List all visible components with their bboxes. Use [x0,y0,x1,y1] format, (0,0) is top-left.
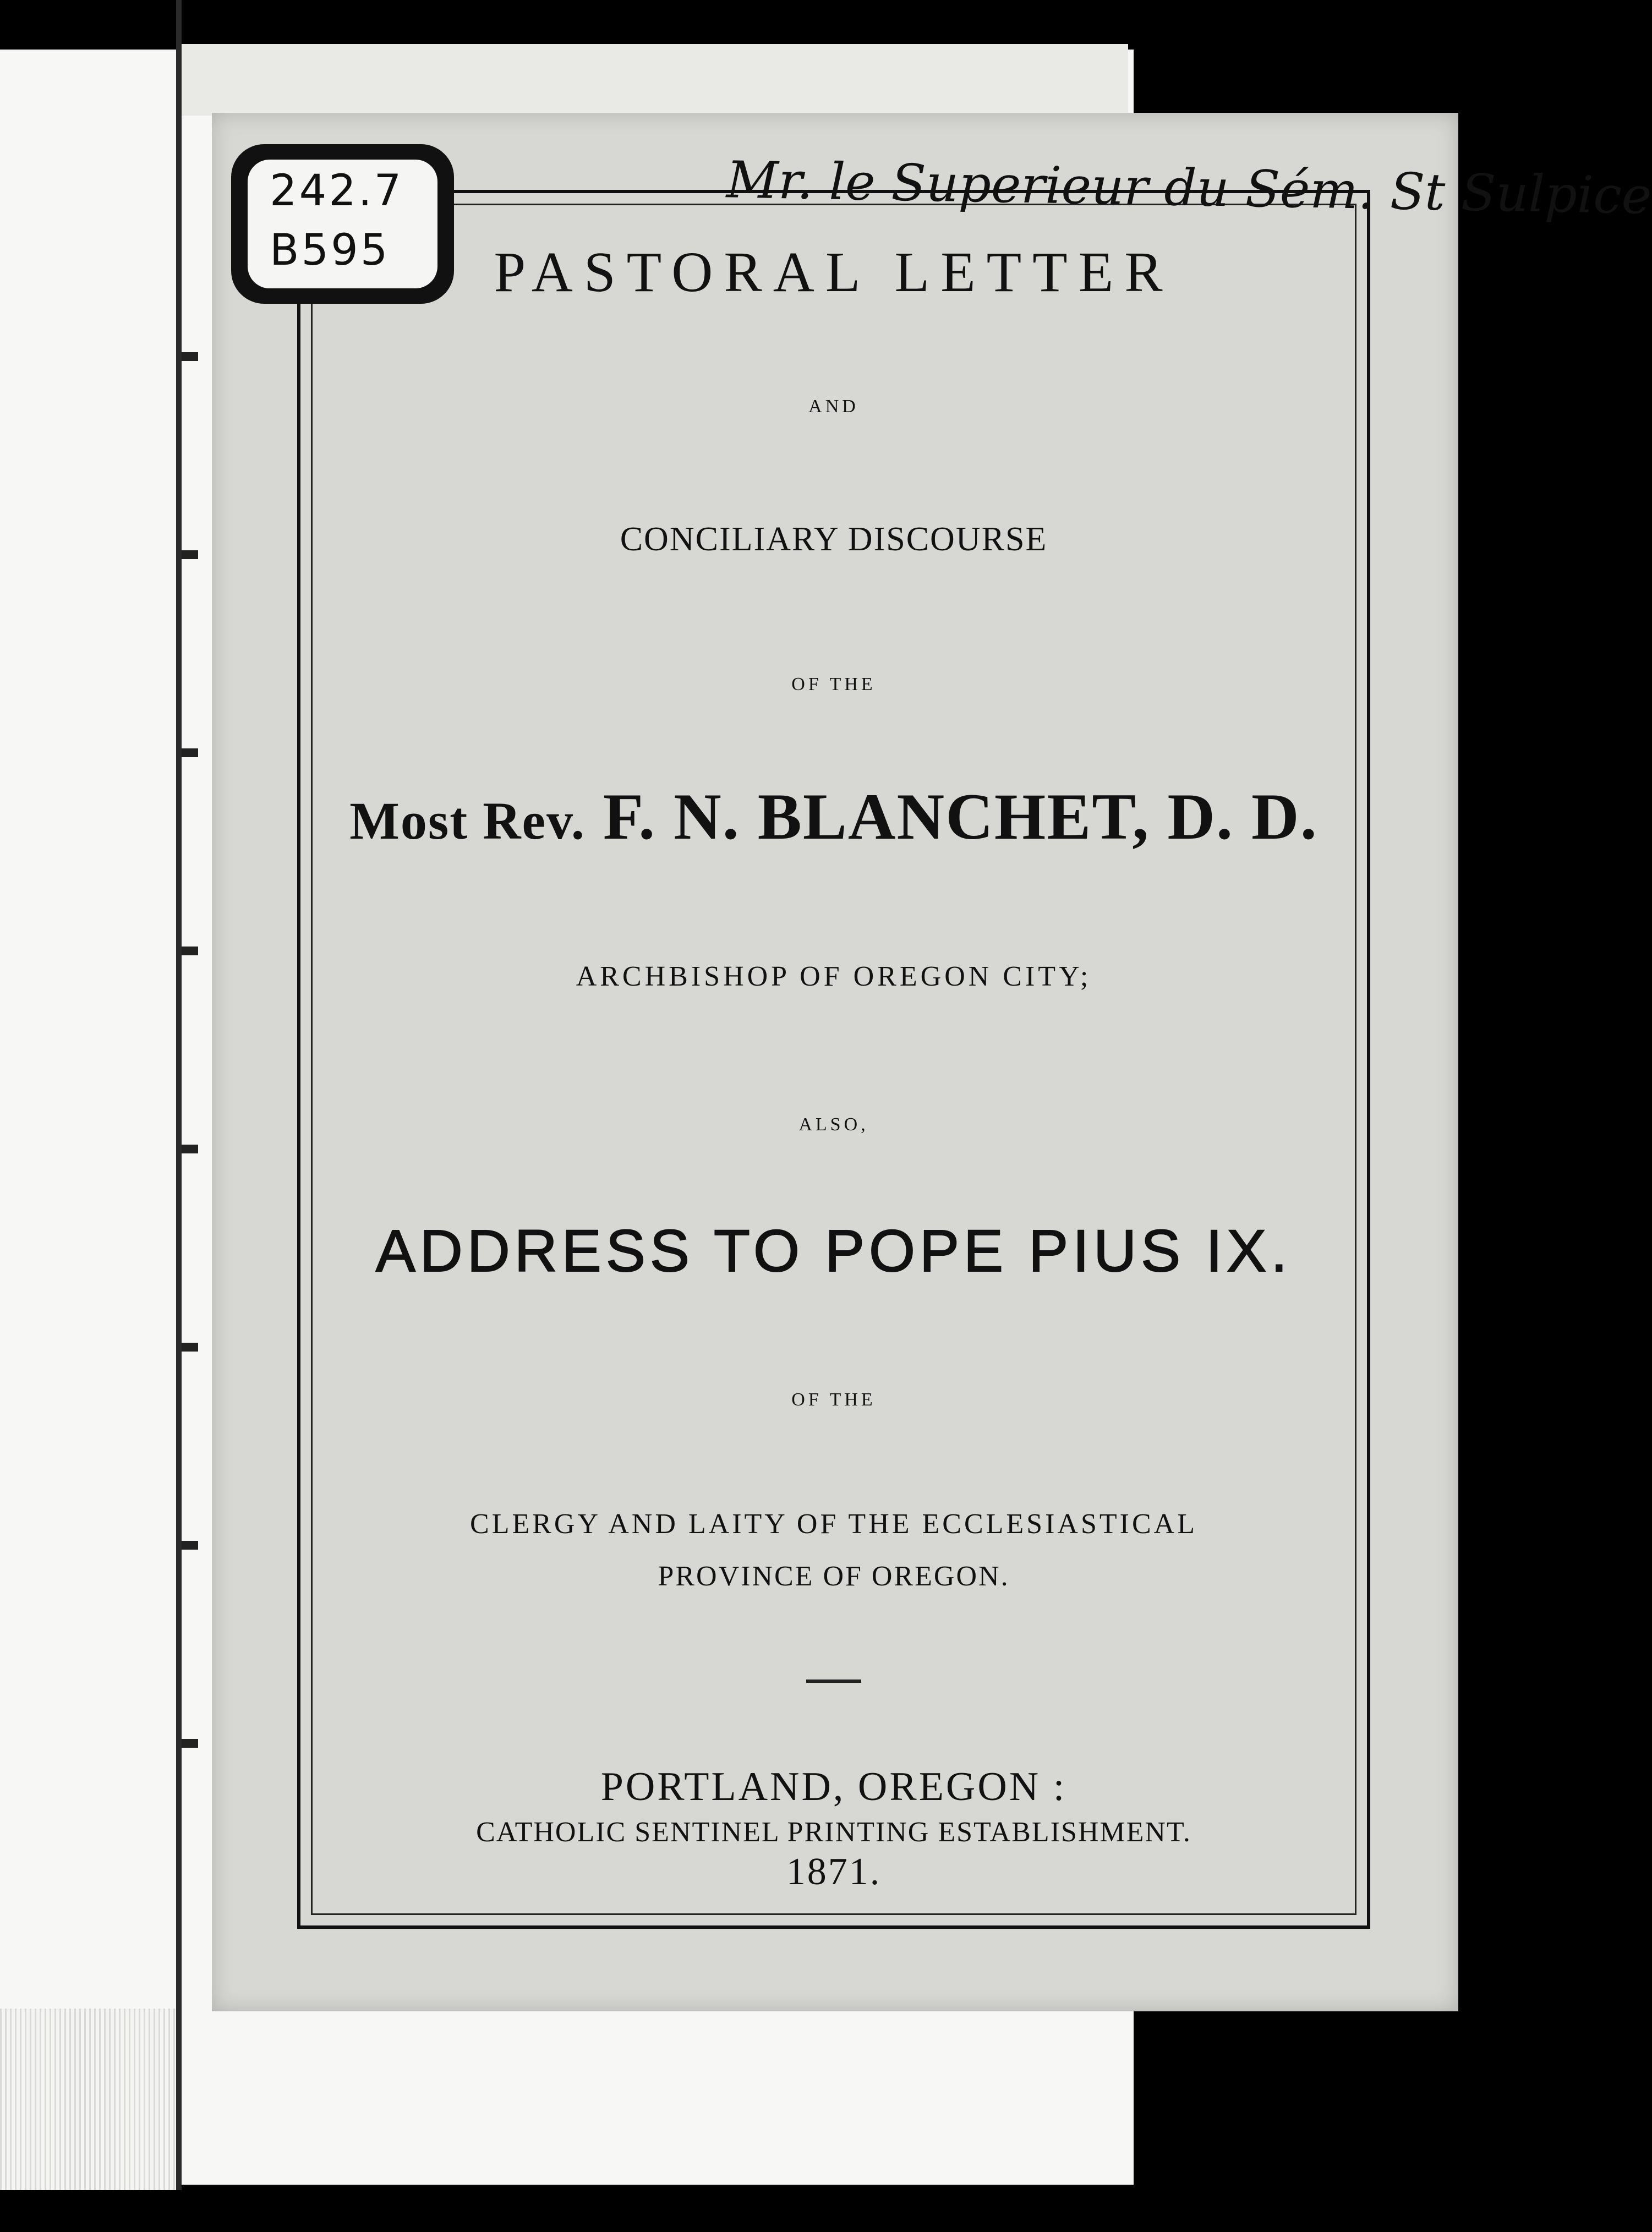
document-title: PASTORAL LETTER [494,240,1174,304]
address-heading: ADDRESS TO POPE PIUS IX. [375,1217,1292,1284]
binding-edge [176,0,182,2190]
imprint-year: 1871. [786,1851,882,1893]
page-border-inner [311,204,1356,1915]
of-the-connector-1: OF THE [791,674,876,694]
author-line [311,779,1356,855]
also-connector: ALSO, [798,1114,869,1135]
document-subtitle: CONCILIARY DISCOURSE [620,521,1048,558]
imprint-place: PORTLAND, OREGON : [600,1764,1067,1809]
handwritten-inscription: Mr. le Superieur du Sém. St Sulpice [726,150,1652,226]
conjunction-and: AND [808,396,859,417]
ornamental-rule [806,1680,861,1683]
clergy-line-1: CLERGY AND LAITY OF THE ECCLESIASTICAL [470,1508,1197,1540]
stitch-marks [182,264,198,1860]
of-the-connector-2: OF THE [791,1389,876,1410]
clergy-line-2: PROVINCE OF OREGON. [658,1561,1010,1592]
imprint-printer: CATHOLIC SENTINEL PRINTING ESTABLISHMENT. [476,1817,1191,1848]
backing-sheet-top [182,44,1128,116]
call-number-line-1: 242.7 [270,166,404,216]
author-prefix: Most Rev. [349,791,586,850]
binding-texture [0,2009,182,2190]
call-number-line-2: B595 [270,226,390,275]
author-title: ARCHBISHOP OF OREGON CITY; [576,961,1092,992]
author-name: F. N. BLANCHET, D. D. [603,780,1318,853]
